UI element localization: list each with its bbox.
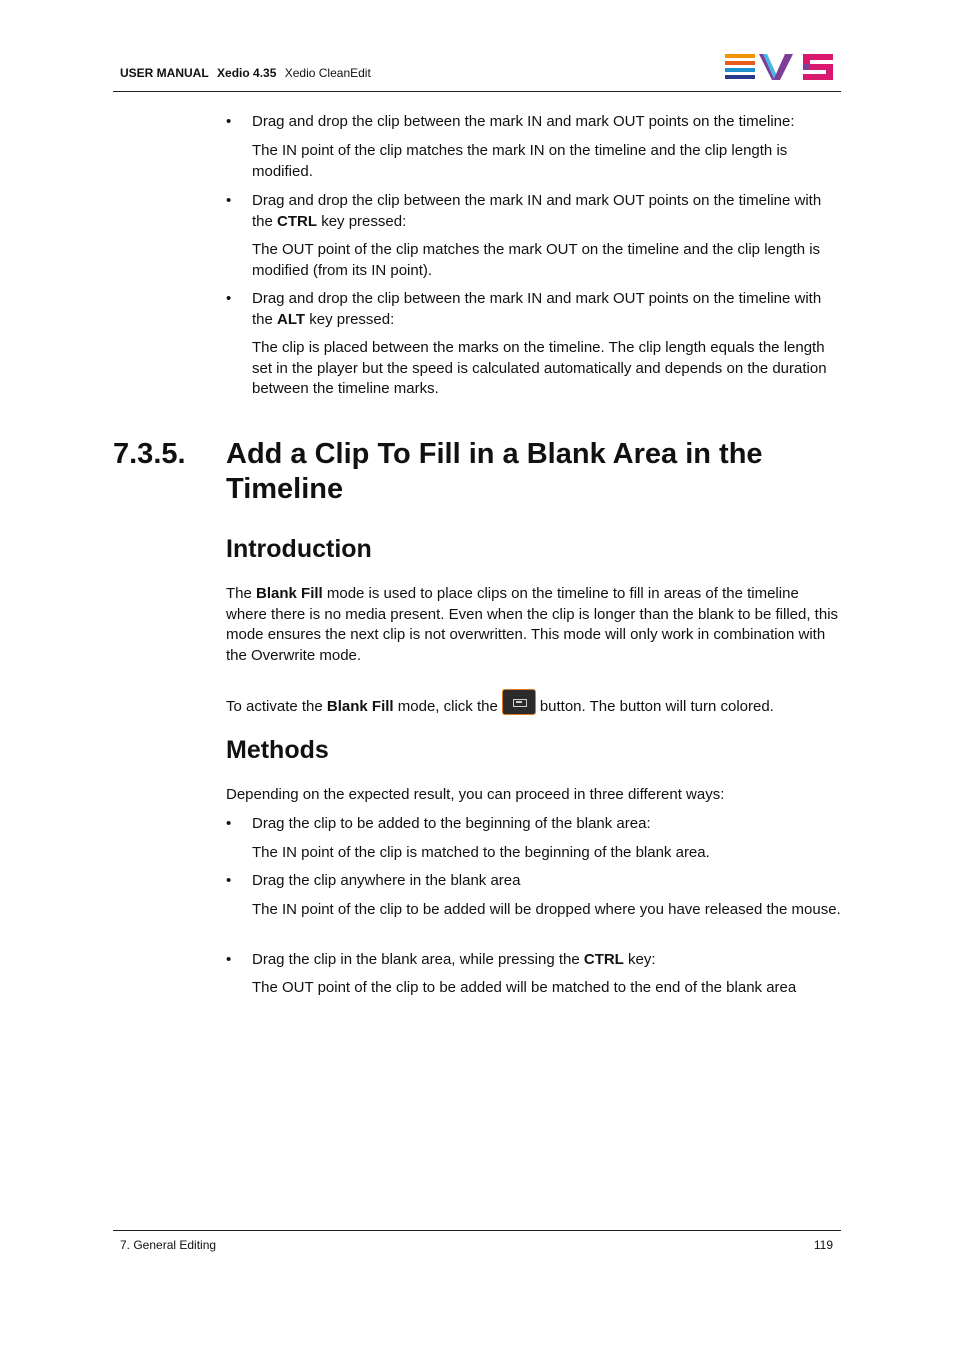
key-label: CTRL [583, 951, 624, 968]
activation-text: To activate the [226, 698, 327, 715]
top-bullet-3 [252, 289, 842, 330]
blank-fill-label: Blank Fill [326, 698, 394, 715]
bullet-text: Drag and drop the clip between the mark IN and mark OUT points on the timeline: [252, 113, 795, 130]
bullet-text: Drag the clip to be added to the beginning of the blank area: [252, 815, 651, 832]
method-bullet-1-result: The IN point of the clip is matched to the beginning of the blank area. [252, 844, 710, 861]
bullet-marker: • [226, 290, 232, 307]
method-bullet-3 [252, 950, 842, 971]
header-manual: USER MANUAL [120, 66, 209, 80]
logo-stripe-blue [725, 68, 755, 72]
method-bullet-1 [252, 814, 842, 835]
introduction-heading: Introduction [226, 535, 372, 563]
activation-text: mode, click the [393, 698, 498, 715]
footer-chapter: 7. General Editing [120, 1238, 217, 1252]
header-product: Xedio 4.35 [217, 66, 277, 80]
bullet-marker: • [226, 113, 232, 130]
bullet-marker: • [226, 872, 232, 889]
bullet-marker: • [226, 951, 232, 968]
header-module: Xedio CleanEdit [284, 66, 371, 80]
top-bullet-2 [252, 191, 842, 232]
evs-logo [725, 52, 835, 82]
logo-v-accent [763, 54, 776, 79]
top-bullet-3-result: The clip is placed between the marks on the timeline. The clip length equals the length set in the player but the speed is calculated automatically and depends on the duration between the timeline marks. [252, 339, 827, 397]
key-label: CTRL [277, 212, 318, 230]
top-bullet-1-result: The IN point of the clip matches the mark IN on the timeline and the clip length is modified. [252, 142, 788, 180]
blank-fill-button-icon [502, 689, 536, 715]
activation-paragraph [226, 689, 842, 718]
bullet-text: key pressed: [317, 212, 407, 230]
method-bullet-2 [252, 871, 842, 892]
method-bullet-3-result: The OUT point of the clip to be added will be matched to the end of the blank area [252, 979, 797, 996]
top-bullet-1 [252, 112, 842, 133]
key-label: ALT [277, 310, 306, 328]
methods-heading: Methods [226, 736, 329, 764]
logo-v [759, 54, 793, 80]
header-text [120, 66, 371, 80]
bullet-text: key pressed: [305, 310, 395, 328]
intro-text: mode is used to place clips on the timeline to fill in areas of the timeline where there is no media present. Even when the clip is longer than the blank to be filled, this mode ensures the next clip is not overwritten. This mode will only work in combination with the Overwrite mode. [226, 585, 839, 664]
bullet-marker: • [226, 815, 232, 832]
section-title: Add a Clip To Fill in a Blank Area in the Timeline [226, 438, 763, 505]
logo-stripe-orange [725, 54, 755, 58]
section-number: 7.3.5. [113, 438, 186, 470]
blank-fill-label: Blank Fill [256, 585, 323, 602]
logo-stripe-red [725, 61, 755, 65]
top-bullet-2-result: The OUT point of the clip matches the mark OUT on the timeline and the clip length is modified (from its IN point). [252, 241, 821, 279]
methods-intro: Depending on the expected result, you can proceed in three different ways: [226, 786, 725, 803]
logo-stripe-navy [725, 75, 755, 79]
method-bullet-2-result: The IN point of the clip to be added will be dropped where you have released the mouse. [252, 901, 841, 918]
bullet-text: Drag and drop the clip between the mark IN and mark OUT points on the timeline with the [252, 192, 822, 230]
intro-text: The [226, 585, 257, 602]
bullet-text: key: [623, 951, 656, 968]
bullet-text: Drag the clip in the blank area, while pressing the [252, 951, 584, 968]
page-number: 119 [813, 1238, 833, 1252]
page-header [113, 48, 841, 92]
bullet-text: Drag and drop the clip between the mark IN and mark OUT points on the timeline with the [252, 290, 822, 328]
introduction-paragraph [226, 584, 842, 666]
page-footer [113, 1230, 841, 1252]
bullet-text: Drag the clip anywhere in the blank area [252, 872, 521, 889]
logo-s-accent [803, 64, 810, 70]
activation-text: button. The button will turn colored. [539, 698, 774, 715]
bullet-marker: • [226, 192, 232, 209]
